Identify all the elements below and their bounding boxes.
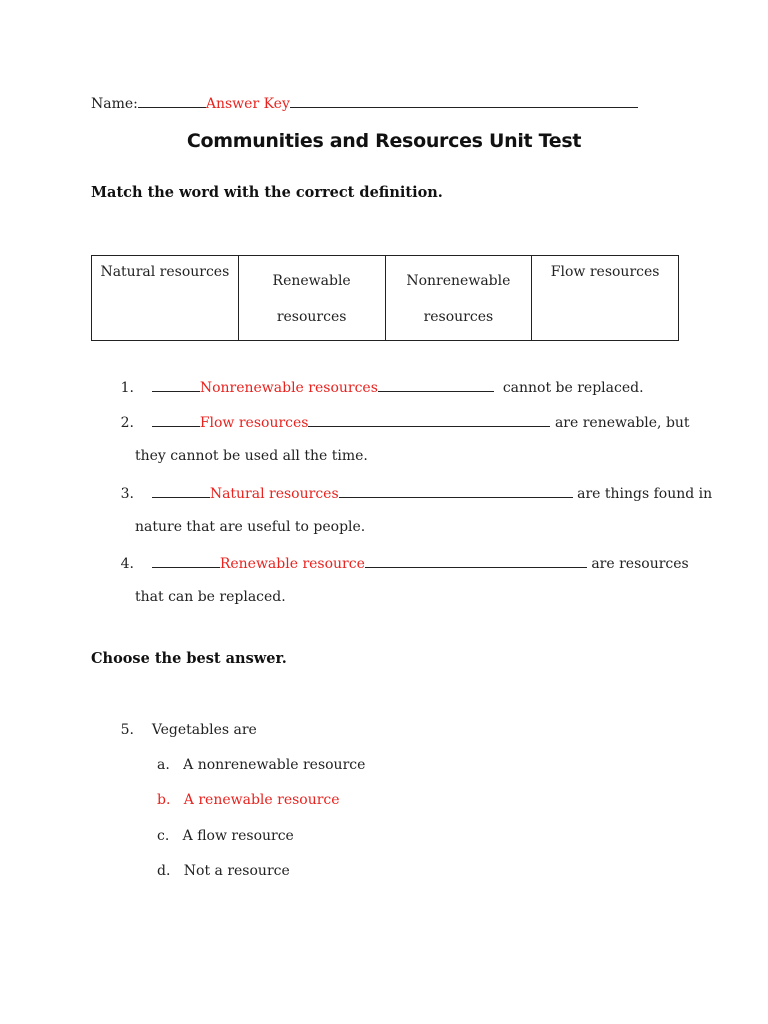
name-value: Answer Key — [205, 96, 290, 112]
question-2-continued: they cannot be used all the time. — [135, 448, 368, 464]
question-2 — [110, 411, 690, 433]
answer-blank-right — [378, 376, 494, 392]
answer-blank-right — [339, 482, 573, 498]
question-4-continued: that can be replaced. — [135, 589, 286, 605]
option-b-correct — [157, 790, 340, 810]
question-number: 4. — [120, 556, 134, 572]
question-number: 1. — [120, 380, 134, 396]
answer-blank-left — [152, 411, 200, 427]
option-d — [157, 861, 290, 881]
answer-blank-right — [365, 552, 587, 568]
question-text: cannot be replaced. — [502, 380, 644, 396]
question-answer: Renewable resource — [219, 556, 365, 572]
name-blank-left — [138, 92, 206, 108]
question-number: 5. — [120, 722, 134, 738]
option-text: Not a resource — [183, 863, 290, 879]
question-4 — [110, 552, 689, 574]
question-number: 2. — [120, 415, 134, 431]
name-row — [91, 92, 638, 112]
question-5 — [110, 720, 257, 740]
word-bank-cell: Renewable resources — [238, 256, 385, 341]
word-bank-cell: Natural resources — [92, 256, 239, 341]
option-text: A flow resource — [182, 828, 294, 844]
answer-blank-left — [152, 482, 210, 498]
option-c — [157, 826, 294, 846]
option-a — [157, 755, 365, 775]
word-bank-cell: Nonrenewable resources — [385, 256, 532, 341]
word-bank-table — [91, 255, 679, 341]
question-answer: Natural resources — [209, 486, 339, 502]
option-text: A renewable resource — [183, 792, 340, 808]
section2-instruction: Choose the best answer. — [91, 650, 287, 667]
question-text: are renewable, but — [554, 415, 690, 431]
question-text: are things found in — [577, 486, 713, 502]
option-letter: d. — [157, 863, 171, 879]
question-answer: Nonrenewable resources — [199, 380, 378, 396]
section1-instruction: Match the word with the correct definition. — [91, 184, 443, 201]
question-answer: Flow resources — [199, 415, 309, 431]
question-text: Vegetables are — [151, 722, 257, 738]
name-blank-right — [290, 92, 638, 108]
question-3-continued: nature that are useful to people. — [135, 519, 366, 535]
question-3 — [110, 482, 712, 504]
option-letter: c. — [157, 828, 170, 844]
page-title: Communities and Resources Unit Test — [186, 130, 582, 152]
answer-blank-right — [308, 411, 550, 427]
question-1 — [110, 376, 644, 398]
question-number: 3. — [120, 486, 134, 502]
option-text: A nonrenewable resource — [183, 757, 366, 773]
question-text: are resources — [591, 556, 689, 572]
answer-blank-left — [152, 552, 220, 568]
option-letter: a. — [157, 757, 170, 773]
word-bank-cell: Flow resources — [532, 256, 679, 341]
name-label: Name: — [91, 96, 138, 112]
option-letter: b. — [157, 792, 171, 808]
answer-blank-left — [152, 376, 200, 392]
